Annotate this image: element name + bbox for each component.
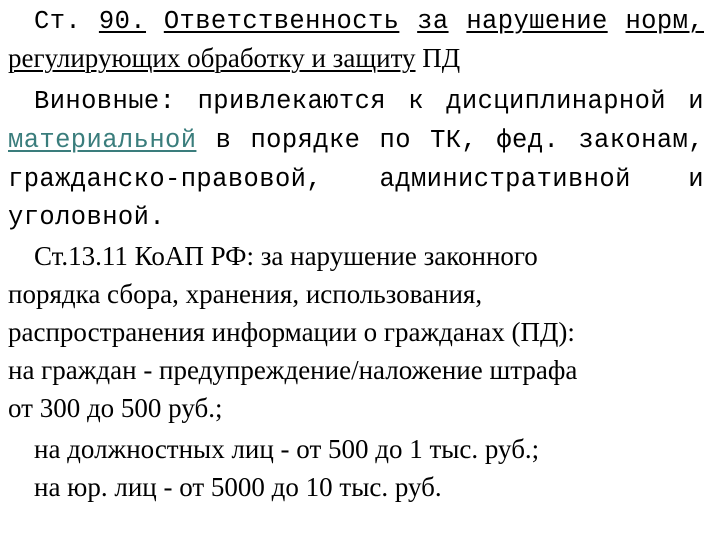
koap-line-6: на должностных лиц - от 500 до 1 тыс. руб.; [34,434,540,464]
koap-line-2: порядка сбора, хранения, использования, [8,279,483,309]
guilty-line-1 [34,84,704,120]
heading-word-3: нарушение [466,7,608,36]
koap-line-7: на юр. лиц - от 5000 до 10 тыс. руб. [34,472,442,502]
guilty-word: фед. [496,126,560,155]
guilty-word: Виновные: [34,87,176,116]
koap-line-3: распространения информации о гражданах (ПД): [8,317,575,347]
guilty-line-4: уголовной. [8,203,166,232]
guilty-word: привлекаются [197,87,386,116]
heading-line-2 [8,40,460,76]
guilty-line-3 [8,162,704,198]
heading-prefix: Ст. [34,7,82,36]
guilty-word: дисциплинарной [446,87,667,116]
material-liability-link[interactable]: материальной [8,126,197,155]
guilty-word: гражданско-правовой, [8,165,323,194]
guilty-word: и [688,87,704,116]
guilty-word: и [688,165,704,194]
guilty-word: административной [379,165,631,194]
guilty-word: ТК, [430,126,478,155]
guilty-line-2 [8,123,704,159]
heading-word-4: норм, [625,7,704,36]
guilty-word: законам, [578,126,704,155]
heading-line-1 [34,4,704,40]
guilty-word: по [379,126,411,155]
heading-word-1: Ответственность [163,7,400,36]
koap-line-5: от 300 до 500 руб.; [8,393,223,423]
heading-title-line-2: регулирующих обработку и защиту [8,43,416,73]
koap-line-1: Ст.13.11 КоАП РФ: за нарушение законного [34,241,538,271]
heading-title-tail: ПД [422,43,461,73]
guilty-word: порядке [250,126,361,155]
koap-line-4: на граждан - предупреждение/наложение штрафа [8,355,578,385]
guilty-word: к [408,87,424,116]
heading-word-2: за [417,7,449,36]
guilty-word: в [215,126,232,155]
heading-article-number: 90. [98,7,147,36]
